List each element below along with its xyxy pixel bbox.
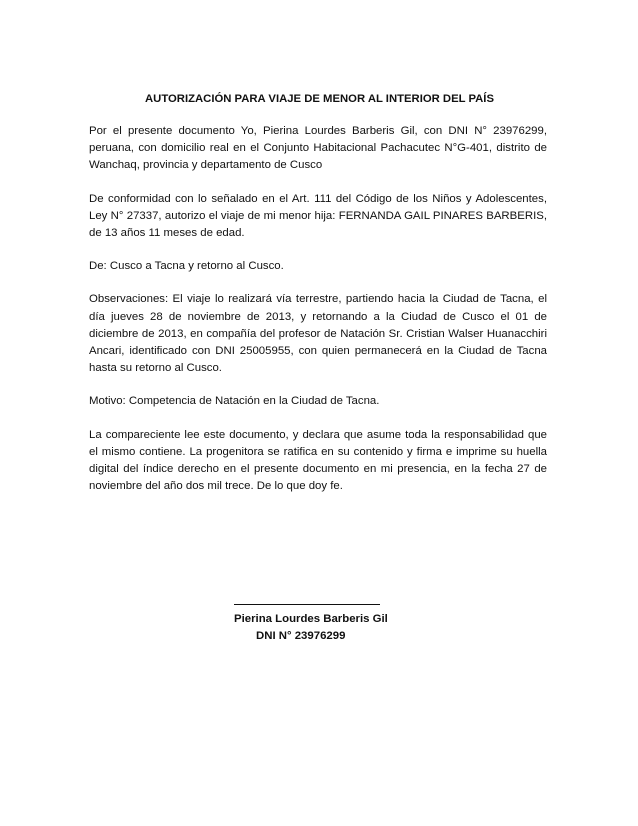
paragraph-motive: Motivo: Competencia de Natación en la Ciudad de Tacna. (89, 395, 380, 408)
signature-dni: DNI N° 23976299 (256, 630, 346, 643)
signature-line (234, 593, 380, 605)
signature-block (234, 593, 388, 646)
document-title: AUTORIZACIÓN PARA VIAJE DE MENOR AL INTERIOR DEL PAÍS (145, 93, 494, 105)
paragraph-identity: Por el presente documento Yo, Pierina Lourdes Barberis Gil, con DNI N° 23976299, peruana, con domicilio real en el Conjunto Habitacional Pachacutec N°G-401, distrito de Wanchaq, provincia y departamento de Cusco (89, 125, 547, 172)
paragraph-declaration: La compareciente lee este documento, y declara que asume toda la responsabilidad que el mismo contiene. La progenitora se ratifica en su contenido y firma e imprime su huella digital del índice derecho en el presente documento en mi presencia, en la fecha 27 de noviembre del año dos mil trece. De lo que doy fe. (89, 428, 547, 493)
paragraph-route: De: Cusco a Tacna y retorno al Cusco. (89, 260, 284, 273)
signature-name: Pierina Lourdes Barberis Gil (234, 613, 388, 625)
paragraph-observations: Observaciones: El viaje lo realizará vía terrestre, partiendo hacia la Ciudad de Tacna, el día jueves 28 de noviembre de 2013, y retornando a la Ciudad de Cusco el 01 de diciembre de 2013, en compañía del profesor de Natación Sr. Cristian Walser Huanacchiri Ancari, identificado con DNI 25005955, con quien permanecerá en la Ciudad de Tacna hasta su retorno al Cusco. (89, 293, 547, 375)
paragraph-authorization: De conformidad con lo señalado en el Art. 111 del Código de los Niños y Adolescentes, Ley N° 27337, autorizo el viaje de mi menor hija: FERNANDA GAIL PINARES BARBERIS, de 13 años 11 meses de edad. (89, 192, 547, 240)
